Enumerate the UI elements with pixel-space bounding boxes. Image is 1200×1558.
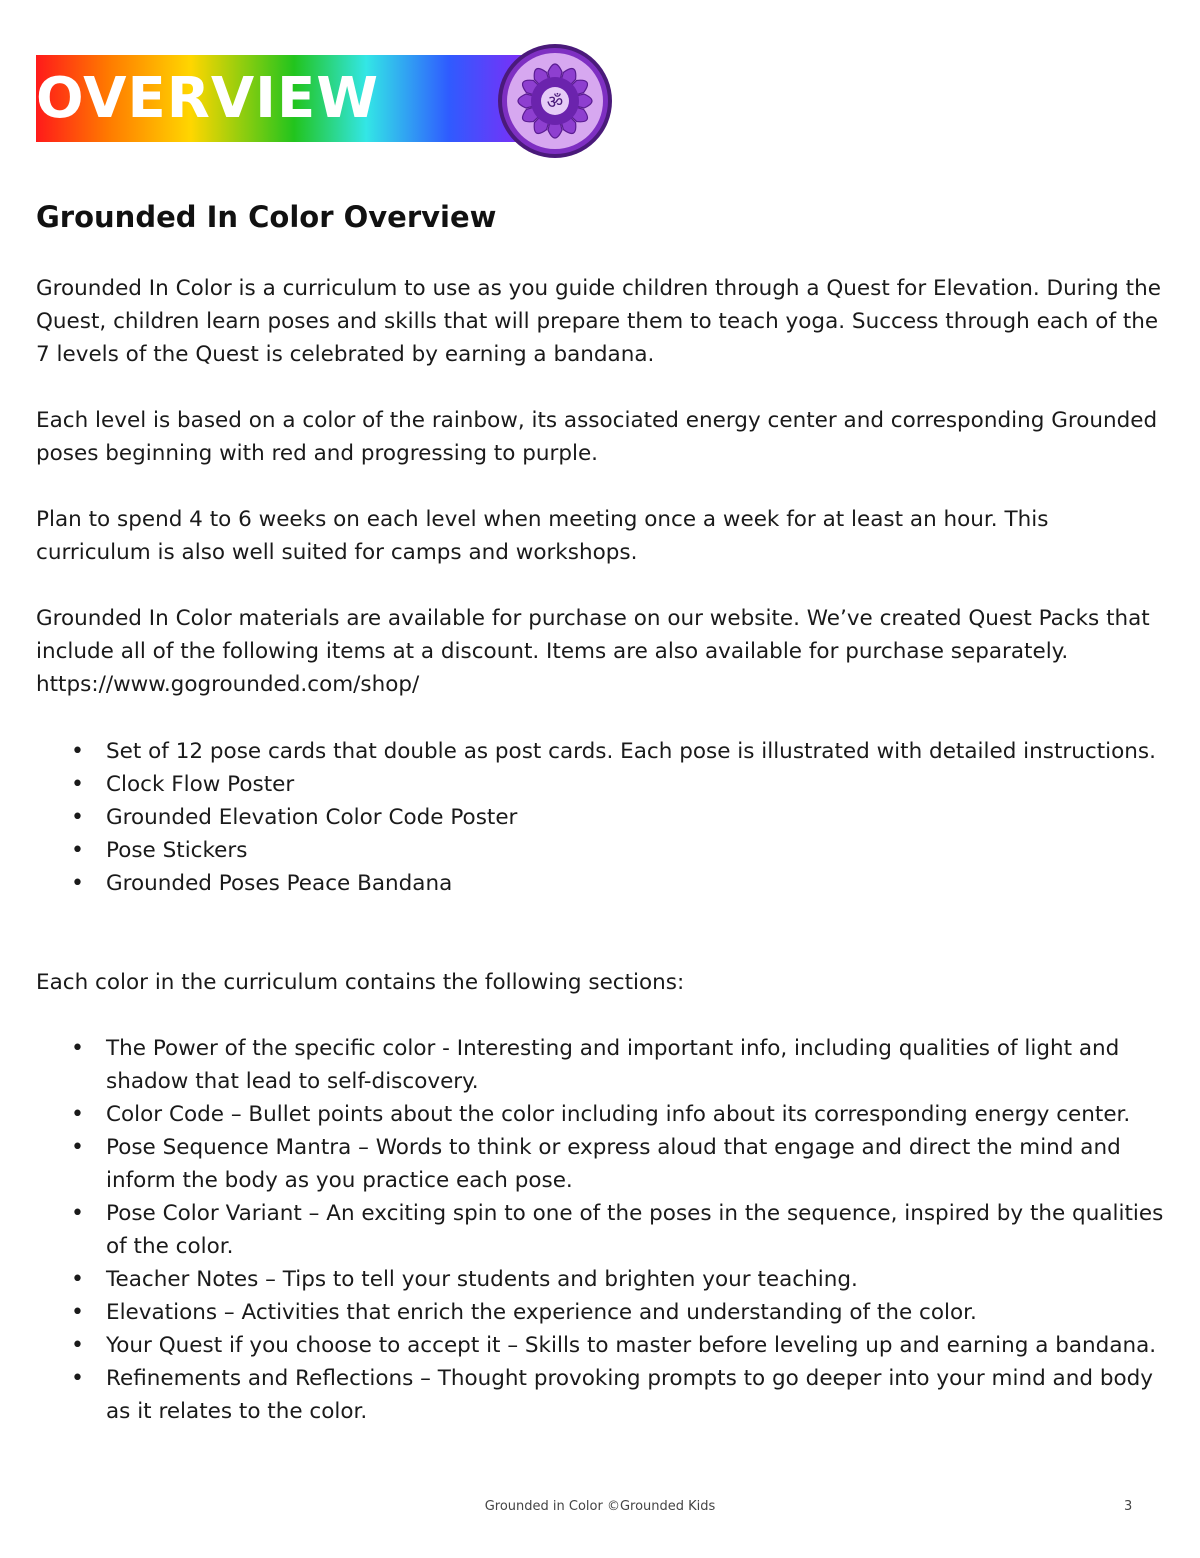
list-item: • Pose Color Variant – An exciting spin to one of the poses in the sequence, inspired by the qualities of the color. [106,1197,1176,1263]
list-item: • Teacher Notes – Tips to tell your students and brighten your teaching. [106,1263,1176,1296]
paragraph-intro: Grounded In Color is a curriculum to use as you guide children through a Quest for Elevation. During the Quest, children learn poses and skills that will prepare them to teach yoga. Success through each of the 7 levels of the Quest is celebrated by earning a bandana. [36,276,1161,367]
list-item: • Refinements and Reflections – Thought provoking prompts to go deeper into your mind and body as it relates to the color. [106,1362,1176,1428]
list-item: • Your Quest if you choose to accept it – Skills to master before leveling up and earning a bandana. [106,1329,1176,1362]
list-item: • Grounded Elevation Color Code Poster [106,801,1176,834]
list-item: • Elevations – Activities that enrich the experience and understanding of the color. [106,1296,1176,1329]
list-item: • Grounded Poses Peace Bandana [106,867,1176,900]
materials-list [106,735,1176,900]
paragraph-schedule: Plan to spend 4 to 6 weeks on each level when meeting once a week for at least an hour. This curriculum is also well suited for camps and workshops. [36,507,1049,565]
om-lotus-icon [496,42,614,160]
list-item: • Pose Sequence Mantra – Words to think or express aloud that engage and direct the mind and inform the body as you practice each pose. [106,1131,1176,1197]
paragraph-materials: Grounded In Color materials are available for purchase on our website. We’ve created Quest Packs that include all of the following items at a discount. Items are also available for purchase separately. https://www.gogrounded.com/shop/ [36,606,1150,697]
page-number: 3 [1124,1499,1133,1514]
list-item: • Color Code – Bullet points about the color including info about its corresponding energy center. [106,1098,1176,1131]
banner-title: OVERVIEW [36,66,380,131]
sections-intro: Each color in the curriculum contains the following sections: [36,970,685,995]
paragraph-levels: Each level is based on a color of the rainbow, its associated energy center and corresponding Grounded poses beginning with red and progressing to purple. [36,408,1158,466]
footer-text: Grounded in Color ©Grounded Kids [484,1499,716,1514]
list-item: • The Power of the specific color - Interesting and important info, including qualities of light and shadow that lead to self-discovery. [106,1032,1176,1098]
sections-list [106,1032,1176,1428]
list-item: • Clock Flow Poster [106,768,1176,801]
list-item: • Pose Stickers [106,834,1176,867]
svg-text:ॐ: ॐ [546,92,564,113]
page-heading: Grounded In Color Overview [36,200,497,234]
list-item: • Set of 12 pose cards that double as post cards. Each pose is illustrated with detailed instructions. [106,735,1176,768]
